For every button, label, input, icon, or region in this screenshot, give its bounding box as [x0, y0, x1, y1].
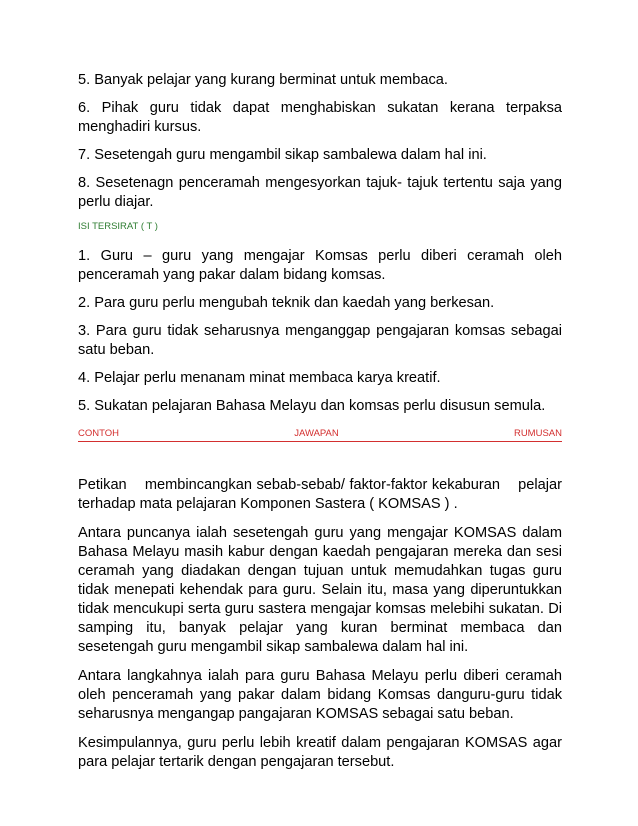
isi-tersirat-label: ISI TERSIRAT ( T ) — [78, 221, 158, 232]
list1-item-8: 8. Sesetenagn penceramah mengesyorkan tajuk- tajuk tertentu saja yang perlu diajar. — [78, 175, 562, 210]
answer-paragraph-steps: Antara langkahnya ialah para guru Bahasa Melayu perlu diberi ceramah oleh penceramah yang pakar dalam bidang Komsas danguru-guru tidak seharusnya mengangap pangajaran KOMSAS sebagai satu beban. — [78, 668, 562, 722]
answer-header-contoh: CONTOH — [78, 428, 119, 439]
list2-item-4: 4. Pelajar perlu menanam minat membaca karya kreatif. — [78, 370, 441, 386]
answer-header-jawapan: JAWAPAN — [294, 428, 339, 439]
answer-paragraph-conclusion: Kesimpulannya, guru perlu lebih kreatif dalam pengajaran KOMSAS agar para pelajar tertarik dengan pengajaran tersebut. — [78, 735, 562, 770]
document-content — [78, 71, 567, 772]
list2-item-3: 3. Para guru tidak seharusnya menganggap pengajaran komsas sebagai satu beban. — [78, 323, 562, 358]
list1-item-5: 5. Banyak pelajar yang kurang berminat untuk membaca. — [78, 72, 448, 88]
list1-item-7: 7. Sesetengah guru mengambil sikap sambalewa dalam hal ini. — [78, 147, 487, 163]
list2-item-1: 1. Guru – guru yang mengajar Komsas perlu diberi ceramah oleh penceramah yang pakar dalam bidang komsas. — [78, 248, 562, 283]
answer-header-rumusan: RUMUSAN — [513, 428, 562, 439]
list1-item-6: 6. Pihak guru tidak dapat menghabiskan sukatan kerana terpaksa menghadiri kursus. — [78, 100, 562, 135]
list2-item-2: 2. Para guru perlu mengubah teknik dan kaedah yang berkesan. — [78, 295, 495, 311]
answer-header-row — [78, 428, 562, 442]
answer-paragraph-causes: Antara puncanya ialah sesetengah guru yang mengajar KOMSAS dalam Bahasa Melayu masih kabur dengan kaedah pengajaran mereka dan sesi ceramah yang diadakan dengan tujuan untuk memudahkan tugas guru tidak menepati kehendak para guru. Selain itu, masa yang diperuntukkan tidak mencukupi serta guru sastera mengajar komsas melebihi sukatan. Di samping itu, banyak pelajar yang kuran berminat membaca dan sesetengah guru mengambil sikap sambalewa dalam hal ini. — [78, 525, 562, 655]
answer-paragraph-intro: Petikan membincangkan sebab-sebab/ faktor-faktor kekaburan pelajar terhadap mata pelajaran Komponen Sastera ( KOMSAS ) . — [78, 477, 567, 512]
spacer — [78, 442, 562, 476]
list2-item-5: 5. Sukatan pelajaran Bahasa Melayu dan komsas perlu disusun semula. — [78, 398, 546, 414]
